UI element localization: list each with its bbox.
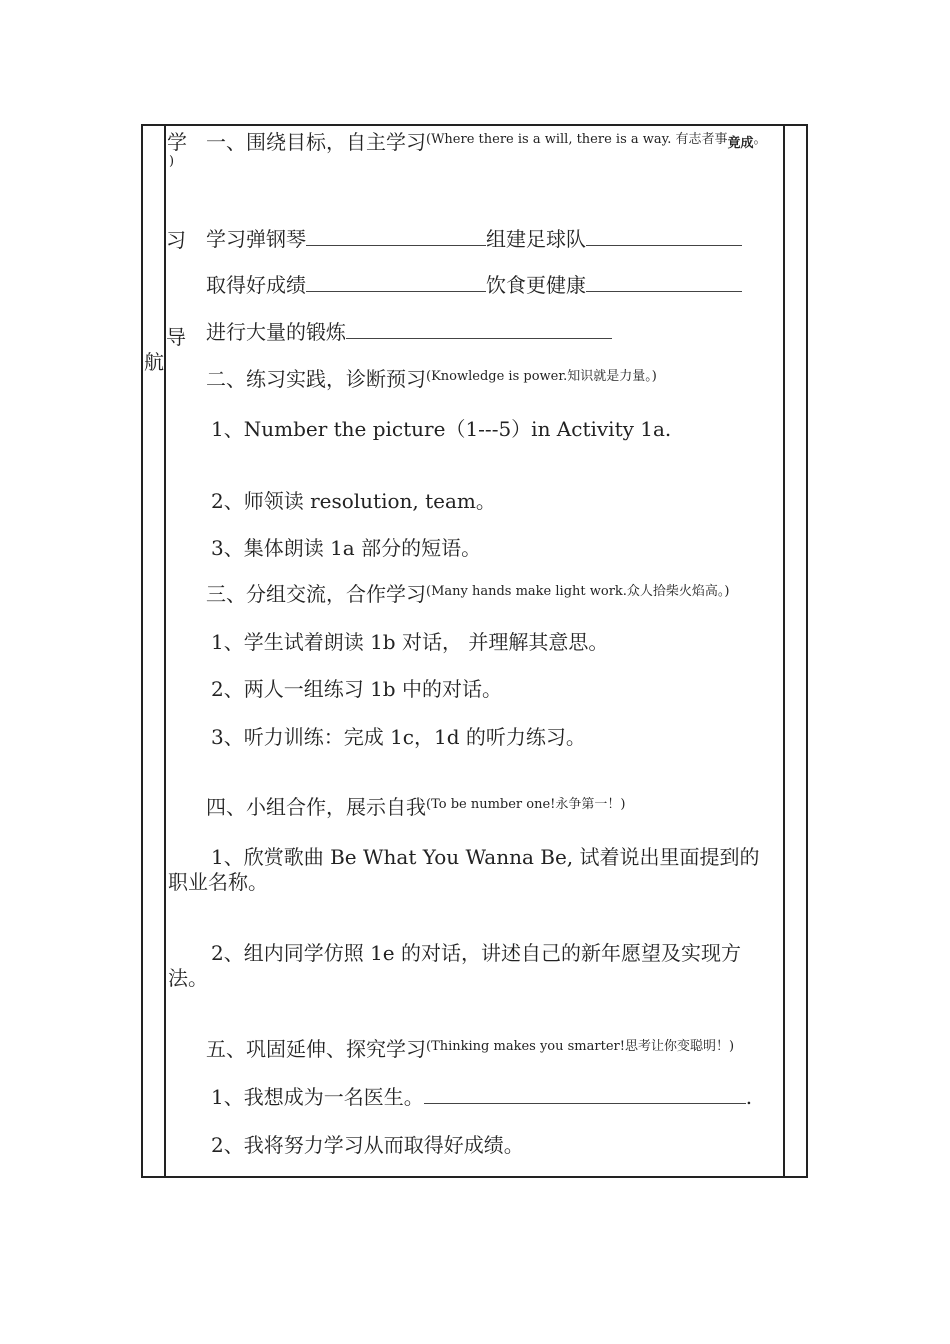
section5-item-1-blank[interactable] [424,1085,746,1104]
goal-diet-blank[interactable] [586,273,742,292]
goal-grades: 取得好成绩 [206,273,306,297]
section2-item-2: 2、师领读 resolution, team。 [211,489,496,513]
goal-row-1 [206,223,742,252]
goal-piano-blank[interactable] [306,227,486,246]
goal-grades-blank[interactable] [306,273,486,292]
section2-item-1: 1、Number the picture（1---5）in Activity 1a. [211,417,672,441]
section2-item-3: 3、集体朗读 1a 部分的短语。 [211,536,482,560]
side-label-char-4: 航 [144,350,164,374]
section5-item-2: 2、我将努力学习从而取得好成绩。 [211,1133,524,1157]
goal-exercise-blank[interactable] [346,320,612,339]
section2-heading-row [206,363,657,392]
section4-motto: (To be number one!永争第一！) [426,797,626,812]
column-divider-left [164,124,166,1178]
section5-motto: (Thinking makes you smarter!思考让你变聪明！) [426,1039,735,1054]
goal-row-2 [206,269,742,298]
section5-item-1-text: 1、我想成为一名医生。 [211,1085,424,1109]
goal-football: 组建足球队 [486,227,586,251]
section1-motto: (Where there is a will, there is a way. 有志者事 [426,132,728,147]
side-label-char-1: 学 [167,130,187,154]
section4-item-1-line-1: 1、欣赏歌曲 Be What You Wanna Be, 试着说出里面提到的 [211,845,760,869]
section5-item-1 [211,1081,752,1110]
section2-heading: 二、练习实践，诊断预习 [206,367,426,391]
section3-motto: (Many hands make light work.众人拾柴火焰高。) [426,584,730,599]
goal-diet: 饮食更健康 [486,273,586,297]
section2-motto: (Knowledge is power.知识就是力量。) [426,369,657,384]
section3-heading: 三、分组交流，合作学习 [206,582,426,606]
section4-item-1-line-2: 职业名称。 [168,870,268,894]
section4-item-2-line-1: 2、组内同学仿照 1e 的对话，讲述自己的新年愿望及实现方 [211,941,741,965]
section1-motto-end: 竟成 [727,135,754,150]
section4-item-2-line-2: 法。 [168,966,208,990]
section1-heading: 一、围绕目标，自主学习 [206,130,426,154]
section1-motto-tail: 。 [753,132,767,147]
goal-piano: 学习弹钢琴 [206,227,306,251]
goal-football-blank[interactable] [586,227,742,246]
section1-heading-row [206,126,767,155]
section3-item-3: 3、听力训练：完成 1c，1d 的听力练习。 [211,725,586,749]
section3-heading-row [206,578,730,607]
section3-item-1: 1、学生试着朗读 1b 对话， 并理解其意思。 [211,630,609,654]
goal-exercise: 进行大量的锻炼 [206,320,346,344]
side-label-char-2: 习 [166,228,186,252]
goal-row-3 [206,316,612,345]
section5-heading-row [206,1033,734,1062]
side-label-char-3: 导 [166,325,186,349]
column-divider-right [783,124,785,1178]
section4-heading: 四、小组合作，展示自我 [206,795,426,819]
side-label-paren: ) [169,154,175,169]
section4-heading-row [206,791,625,820]
section5-heading: 五、巩固延伸、探究学习 [206,1037,426,1061]
section3-item-2: 2、两人一组练习 1b 中的对话。 [211,677,502,701]
section5-item-1-end: . [745,1085,753,1109]
